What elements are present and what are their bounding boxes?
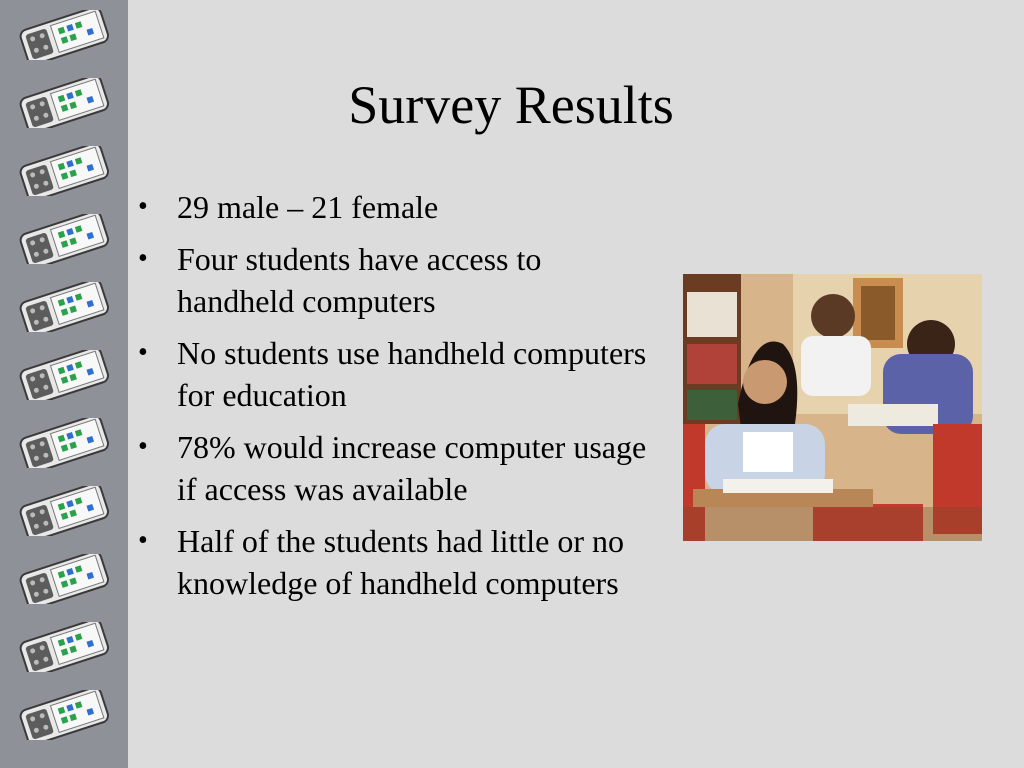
slide-title: Survey Results xyxy=(348,75,674,135)
bullet-text: Four students have access to handheld computers xyxy=(177,241,542,319)
bullet-dot-icon: • xyxy=(138,337,148,368)
handheld-computer-icon xyxy=(14,214,114,264)
handheld-computer-icon xyxy=(14,350,114,400)
bullet-text: No students use handheld computers for education xyxy=(177,335,647,413)
bullet-item xyxy=(136,332,666,416)
bullet-dot-icon: • xyxy=(138,525,148,556)
bullet-text: 29 male – 21 female xyxy=(177,189,439,225)
handheld-computer-icon xyxy=(14,690,114,740)
bullet-dot-icon: • xyxy=(138,431,148,462)
bullet-text: 78% would increase computer usage if access was available xyxy=(177,429,647,507)
handheld-computer-icon xyxy=(14,10,114,60)
handheld-computer-icon xyxy=(14,486,114,536)
handheld-computer-icon xyxy=(14,622,114,672)
handheld-computer-icon xyxy=(14,146,114,196)
bullet-dot-icon: • xyxy=(138,191,148,222)
bullet-item xyxy=(136,426,666,510)
handheld-computer-icon xyxy=(14,554,114,604)
students-photo-image xyxy=(683,274,982,541)
sidebar xyxy=(0,0,128,768)
bullet-item xyxy=(136,186,666,228)
bullet-text: Half of the students had little or no knowledge of handheld computers xyxy=(177,523,625,601)
handheld-computer-icon xyxy=(14,78,114,128)
handheld-computer-icon xyxy=(14,418,114,468)
bullet-list xyxy=(136,186,666,614)
handheld-computer-icon xyxy=(14,282,114,332)
bullet-dot-icon: • xyxy=(138,243,148,274)
bullet-item xyxy=(136,238,666,322)
bullet-item xyxy=(136,520,666,604)
students-photo xyxy=(683,274,982,541)
